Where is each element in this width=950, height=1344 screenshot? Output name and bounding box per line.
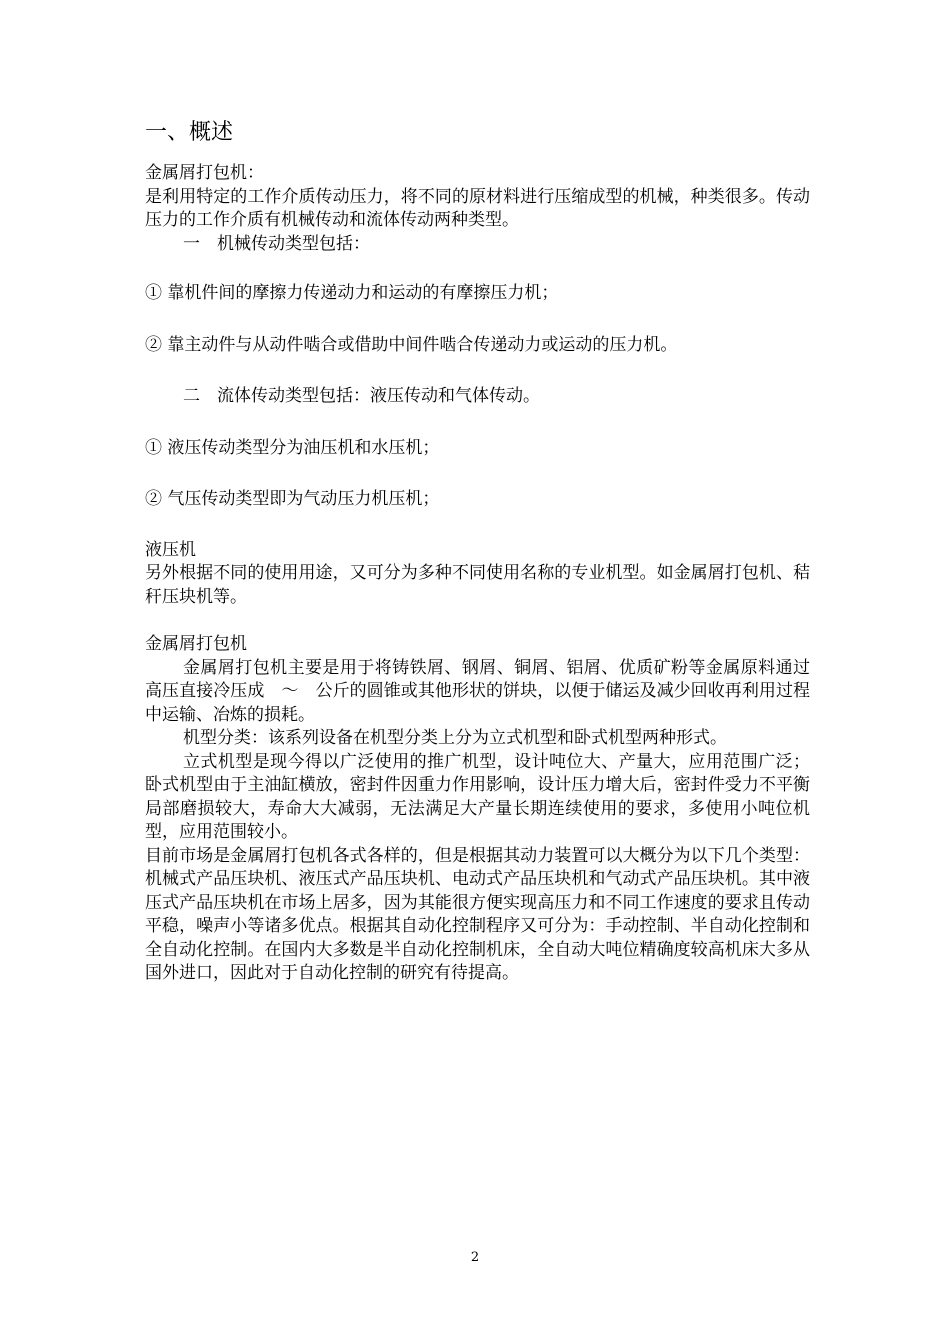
baler-label: 金属屑打包机 xyxy=(145,634,247,654)
baler-paragraph-3: 立式机型是现今得以广泛使用的推广机型，设计吨位大、产量大，应用范围广泛；卧式机型由于主油缸横放，密封件因重力作用影响，设计压力增大后，密封件受力不平衡局部磨损较大，寿命大大减弱，无法满足大产量长期连续使用的要求，多使用小吨位机型，应用范围较小。 xyxy=(145,751,810,842)
mechanical-item-1: ① 靠机件间的摩擦力传递动力和运动的有摩擦压力机； xyxy=(145,283,559,303)
document-body xyxy=(145,118,810,986)
fluid-section-title: 二 流体传动类型包括：液压传动和气体传动。 xyxy=(183,386,540,406)
intro-label: 金属屑打包机： xyxy=(145,163,264,183)
mechanical-section-title: 一 机械传动类型包括： xyxy=(183,233,370,254)
market-paragraph: 目前市场是金属屑打包机各式各样的，但是根据其动力装置可以大概分为以下几个类型：机械式产品压块机、液压式产品压块机、电动式产品压块机和气动式产品压块机。其中液压式产品压块机在市场上居多，因为其能很方便实现高压力和不同工作速度的要求且传动平稳，噪声小等诸多优点。根据其自动化控制程序又可分为：手动控制、半自动化控制和全自动化控制。在国内大多数是半自动化控制机床，全自动大吨位精确度较高机床大多从国外进口，因此对于自动化控制的研究有待提高。 xyxy=(145,845,810,983)
hydraulic-label: 液压机 xyxy=(145,539,196,560)
baler-paragraph-2: 机型分类：该系列设备在机型分类上分为立式机型和卧式机型两种形式。 xyxy=(183,728,727,748)
page-number: 2 xyxy=(470,1250,480,1265)
fluid-item-2: ② 气压传动类型即为气动压力机压机； xyxy=(145,489,440,509)
section-heading: 一、概述 xyxy=(145,120,234,145)
hydraulic-paragraph: 另外根据不同的使用用途，又可分为多种不同使用名称的专业机型。如金属屑打包机、秸秆压块机等。 xyxy=(145,563,810,607)
fluid-item-1: ① 液压传动类型分为油压机和水压机； xyxy=(145,437,440,458)
baler-paragraph-1: 金属屑打包机主要是用于将铸铁屑、钢屑、铜屑、铝屑、优质矿粉等金属原料通过高压直接冷压成 ～ 公斤的圆锥或其他形状的饼块，以便于储运及减少回收再利用过程中运输、冶炼的损耗。 xyxy=(145,657,810,725)
mechanical-item-2: ② 靠主动件与从动件啮合或借助中间件啮合传递动力或运动的压力机。 xyxy=(145,334,678,355)
intro-paragraph: 是利用特定的工作介质传动压力，将不同的原材料进行压缩成型的机械，种类很多。传动压力的工作介质有机械传动和流体传动两种类型。 xyxy=(145,186,810,230)
